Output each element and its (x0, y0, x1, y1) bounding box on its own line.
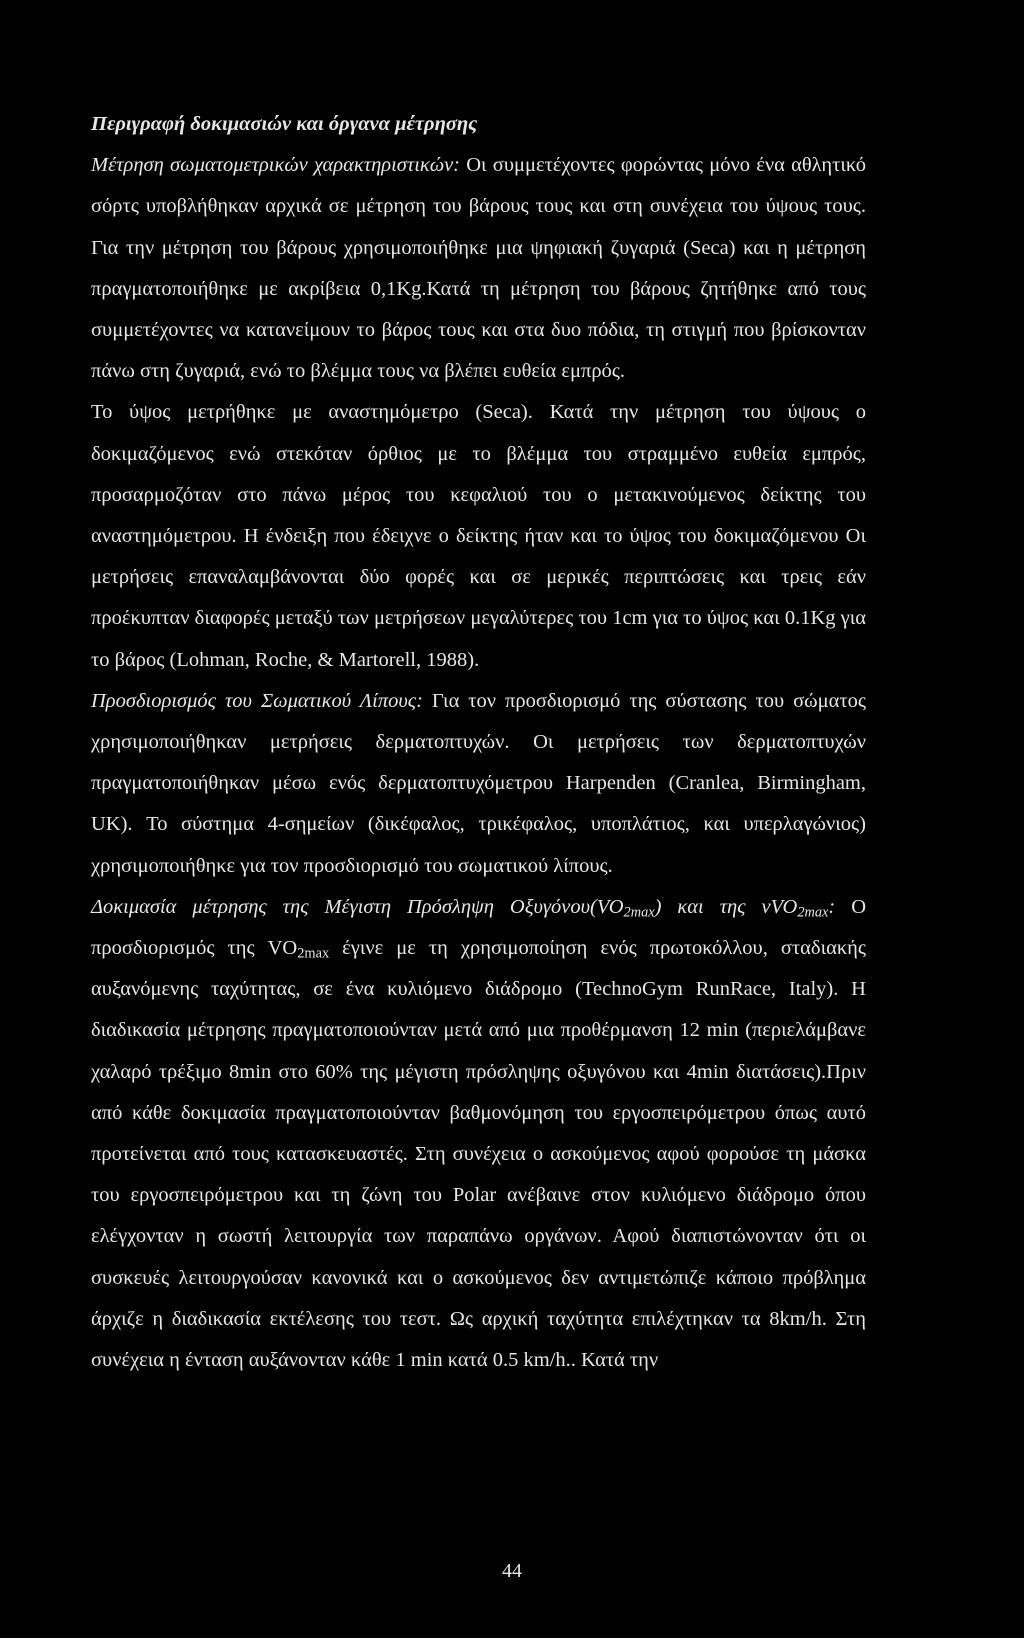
paragraph-text: Οι συμμετέχοντες φορώντας μόνο ένα αθλητικό σόρτς υποβλήθηκαν αρχικά σε μέτρηση του βάρους τους και στη συνέχεια του ύψους τους. Για την μέτρηση του βάρους χρησιμοποιήθηκε μια ψηφιακή ζυγαριά (Seca) και η μέτρηση πραγματοποιήθηκε με ακρίβεια 0,1Kg.Κατά τη μέτρηση του βάρους ζητήθηκε από τους συμμετέχοντες να κατανείμουν το βάρος τους και στα δυο πόδια, τη στιγμή που βρίσκονταν πάνω στη ζυγαριά, ενώ το βλέμμα τους να βλέπει ευθεία εμπρός. (91, 154, 867, 383)
lead-part: Δοκιμασία μέτρησης της Μέγιστη Πρόσληψη Οξυγόνου(VO (91, 895, 624, 918)
paragraph-body-fat (91, 681, 866, 887)
section-heading: Περιγραφή δοκιμασιών και όργανα μέτρησης (91, 113, 478, 135)
page-number: 44 (502, 1560, 522, 1582)
paragraph-lead: Μέτρηση σωματομετρικών χαρακτηριστικών: (91, 154, 461, 177)
lead-subscript: 2max (623, 904, 655, 921)
lead-subscript: 2max (797, 904, 829, 921)
paragraph-anthropometrics (91, 145, 866, 392)
paragraph-text: Ο προσδιορισμός της VO (91, 895, 866, 960)
lead-part: : (828, 895, 836, 918)
lead-part: ) και της vVO (654, 895, 798, 918)
paragraph-height (91, 392, 866, 680)
body-text (91, 104, 866, 1381)
paragraph-text: Για τον προσδιορισμό της σύστασης του σώματος χρησιμοποιήθηκαν μετρήσεις δερματοπτυχών. Οι μετρήσεις των δερματοπτυχών πραγματοποιήθηκαν μέσω ενός δερματοπτυχόμετρου Harpenden (Cranlea, Birmingham, UK). Το σύστημα 4-σημείων (δικέφαλος, τρικέφαλος, υποπλάτιος, και υπερλαγώνιος) χρησιμοποιήθηκε για τον προσδιορισμό του σωματικού λίπους. (91, 689, 866, 877)
paragraph-text: Το ύψος μετρήθηκε με αναστημόμετρο (Seca). Κατά την μέτρηση του ύψους ο δοκιμαζόμενος ενώ στεκόταν όρθιος με το βλέμμα του στραμμένο ευθεία εμπρός, προσαρμοζόταν στο πάνω μέρος του κεφαλιού του ο μετακινούμενος δείκτης του αναστημόμετρου. Η ένδειξη που έδειχνε ο δείκτης ήταν και το ύψος του δοκιμαζόμενου Οι μετρήσεις επαναλαμβάνονται δύο φορές και σε μερικές περιπτώσεις και τρεις εάν προέκυπταν διαφορές μεταξύ των μετρήσεων μεγαλύτερες του 1cm για το ύψος και 0.1Kg για το βάρος (Lohman, Roche, & Martorell, 1988). (91, 401, 866, 671)
paragraph-text: έγινε με τη χρησιμοποίηση ενός πρωτοκόλλου, σταδιακής αυξανόμενης ταχύτητας, σε ένα κυλιόμενο διάδρομο (TechnoGym RunRace, Italy). Η διαδικασία μέτρησης πραγματοποιούνταν μετά από μια προθέρμανση 12 min (περιελάμβανε χαλαρό τρέξιμο 8min στο 60% της μέγιστη πρόσληψης οξυγόνου και 4min διατάσεις).Πριν από κάθε δοκιμασία πραγματοποιούνταν βαθμονόμηση του εργοσπειρόμετρου όπως αυτό προτείνεται από τους κατασκευαστές. Στη συνέχεια ο ασκούμενος αφού φορούσε τη μάσκα του εργοσπειρόμετρου και τη ζώνη του Polar ανέβαινε στον κυλιόμενο διάδρομο όπου ελέγχονταν η σωστή λειτουργία των παραπάνω οργάνων. Αφού διαπιστώνονταν ότι οι συσκευές λειτουργούσαν κανονικά και ο ασκούμενος δεν αντιμετώπιζε κάποιο πρόβλημα άρχιζε η διαδικασία εκτέλεσης του τεστ. Ως αρχική ταχύτητα επιλέχτηκαν τα 8km/h. Στη συνέχεια η ένταση αυξάνονταν κάθε 1 min κατά 0.5 km/h.. Κατά την (91, 937, 866, 1372)
paragraph-lead: Προσδιορισμός του Σωματικού Λίπους: (91, 689, 423, 712)
text-subscript: 2max (297, 945, 330, 962)
paragraph-lead (91, 895, 836, 921)
paragraph-vo2max (91, 887, 866, 1381)
